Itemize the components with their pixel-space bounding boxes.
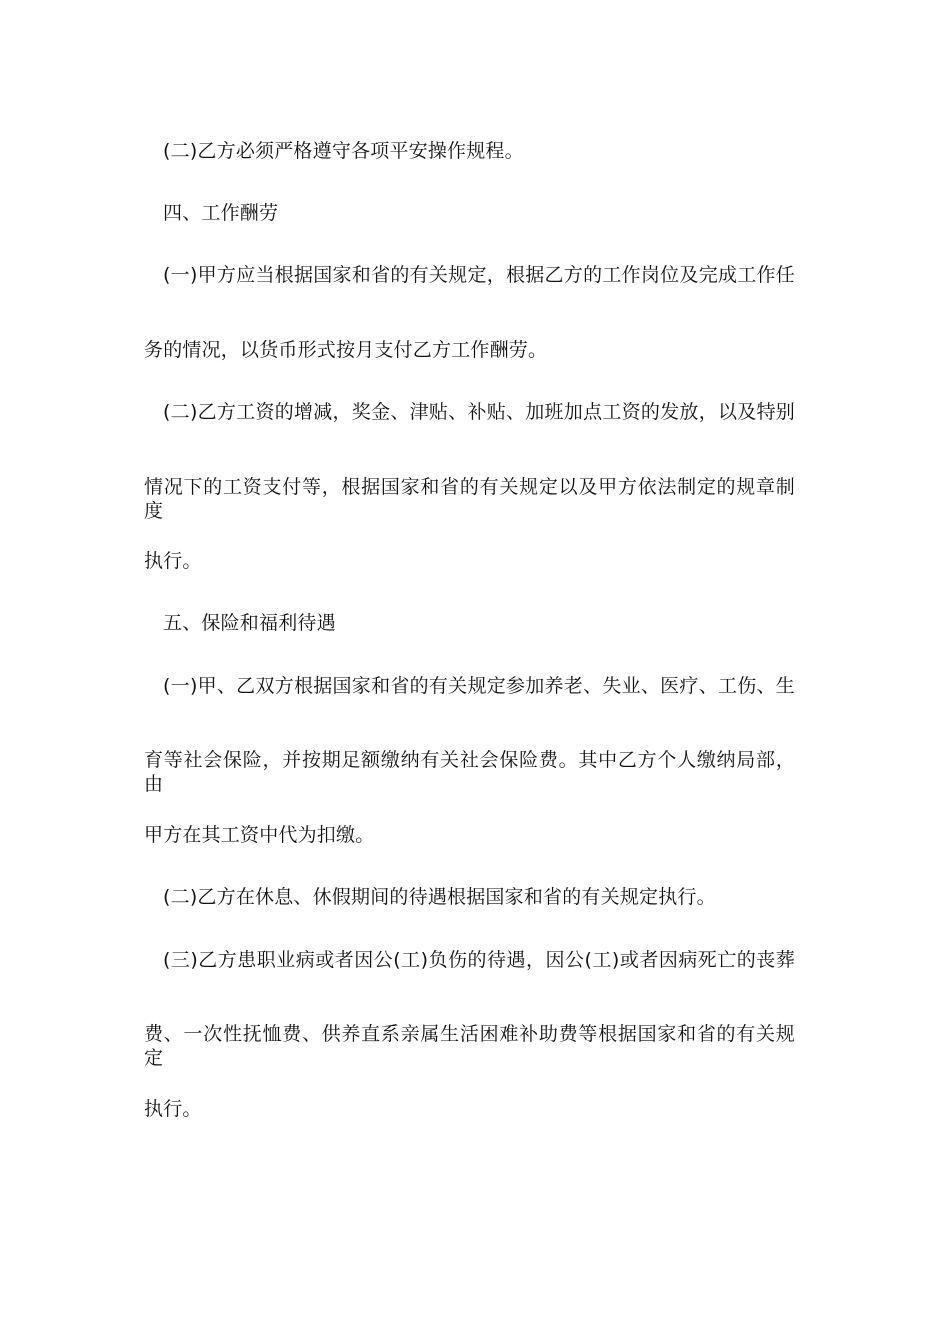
- paragraph-line: (一)甲、乙双方根据国家和省的有关规定参加养老、失业、医疗、工伤、生: [163, 675, 795, 697]
- paragraph-line: (一)甲方应当根据国家和省的有关规定，根据乙方的工作岗位及完成工作任: [163, 264, 795, 286]
- paragraph-line: (二)乙方必须严格遵守各项平安操作规程。: [163, 140, 524, 162]
- paragraph-line: (三)乙方患职业病或者因公(工)负伤的待遇，因公(工)或者因病死亡的丧葬: [163, 949, 795, 971]
- paragraph-line: 费、一次性抚恤费、供养直系亲属生活困难补助费等根据国家和省的有关规定: [144, 1023, 795, 1069]
- section-heading: 四、工作酬劳: [163, 202, 279, 224]
- paragraph-line: 执行。: [144, 1098, 202, 1120]
- paragraph-line: 务的情况，以货币形式按月支付乙方工作酬劳。: [144, 339, 548, 361]
- paragraph-line: (二)乙方工资的增减，奖金、津贴、补贴、加班加点工资的发放，以及特别: [163, 401, 795, 423]
- section-heading: 五、保险和福利待遇: [163, 612, 336, 634]
- paragraph-line: 育等社会保险，并按期足额缴纳有关社会保险费。其中乙方个人缴纳局部，由: [144, 749, 795, 795]
- paragraph-line: 情况下的工资支付等，根据国家和省的有关规定以及甲方依法制定的规章制度: [144, 476, 795, 522]
- paragraph-line: 甲方在其工资中代为扣缴。: [144, 824, 375, 846]
- paragraph-line: 执行。: [144, 550, 202, 572]
- paragraph-line: (二)乙方在休息、休假期间的待遇根据国家和省的有关规定执行。: [163, 886, 716, 908]
